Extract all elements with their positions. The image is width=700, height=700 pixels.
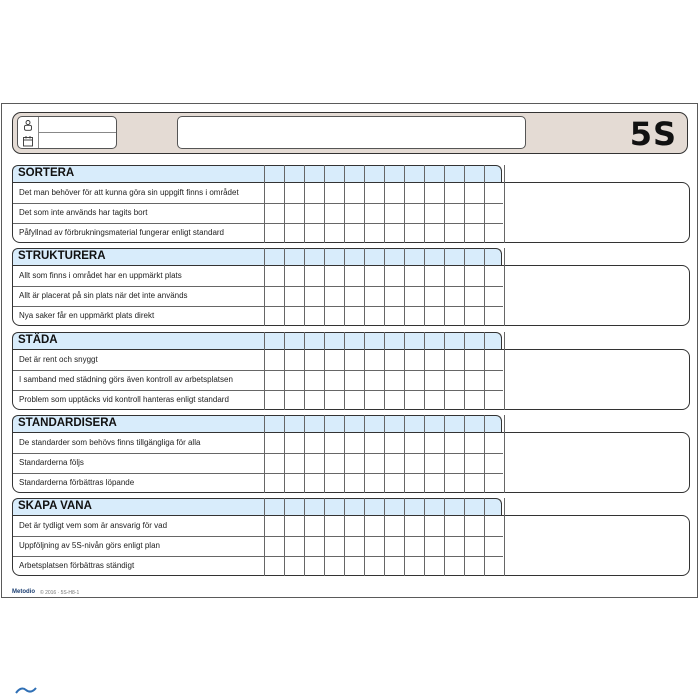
section-header [12, 332, 502, 349]
checklist-item: Standarderna följs [19, 458, 84, 467]
score-cell[interactable] [465, 536, 484, 555]
name-date-field[interactable] [17, 116, 117, 149]
score-cell[interactable] [265, 286, 284, 305]
score-cell[interactable] [305, 266, 324, 285]
score-cell[interactable] [485, 556, 504, 575]
score-cell[interactable] [305, 350, 324, 369]
score-cell[interactable] [445, 473, 464, 492]
board-header [12, 112, 688, 154]
section-title: STÄDA [18, 334, 58, 346]
score-cell[interactable] [265, 473, 284, 492]
score-cell[interactable] [285, 350, 304, 369]
section-header [12, 248, 502, 265]
score-cell[interactable] [365, 286, 384, 305]
score-cell[interactable] [285, 266, 304, 285]
score-cell[interactable] [365, 350, 384, 369]
checklist-item: Problem som upptäcks vid kontroll hanteras enligt standard [19, 395, 229, 404]
score-cell[interactable] [425, 453, 444, 472]
score-cell[interactable] [365, 183, 384, 202]
score-cell[interactable] [385, 306, 404, 325]
score-cell[interactable] [465, 473, 484, 492]
score-cell[interactable] [345, 516, 364, 535]
score-cell[interactable] [365, 516, 384, 535]
score-cell[interactable] [485, 453, 504, 472]
checklist-item: Allt är placerat på sin plats när det inte används [19, 291, 188, 300]
score-cell[interactable] [445, 286, 464, 305]
section-header [12, 498, 502, 515]
score-cell[interactable] [345, 433, 364, 452]
page-title: 5S [629, 115, 677, 153]
score-cell[interactable] [365, 390, 384, 409]
score-cell[interactable] [385, 223, 404, 242]
score-cell[interactable] [405, 433, 424, 452]
score-cell[interactable] [345, 306, 364, 325]
area-title-field[interactable] [177, 116, 526, 149]
score-cell[interactable] [265, 183, 284, 202]
score-cell[interactable] [345, 390, 364, 409]
score-cell[interactable] [445, 266, 464, 285]
score-cell[interactable] [265, 453, 284, 472]
grid-column-line [504, 415, 505, 493]
score-cell[interactable] [425, 536, 444, 555]
score-cell[interactable] [385, 453, 404, 472]
score-cell[interactable] [405, 536, 424, 555]
score-cell[interactable] [425, 473, 444, 492]
score-cell[interactable] [445, 183, 464, 202]
score-cell[interactable] [465, 390, 484, 409]
score-cell[interactable] [405, 516, 424, 535]
score-cell[interactable] [365, 223, 384, 242]
score-cell[interactable] [285, 390, 304, 409]
calendar-icon [22, 135, 34, 147]
person-icon [22, 119, 34, 131]
score-cell[interactable] [305, 306, 324, 325]
score-cell[interactable] [385, 516, 404, 535]
score-cell[interactable] [425, 350, 444, 369]
score-cell[interactable] [485, 536, 504, 555]
score-cell[interactable] [325, 286, 344, 305]
score-cell[interactable] [425, 266, 444, 285]
score-cell[interactable] [305, 370, 324, 389]
copyright-text: © 2016 · 5S-H8-1 [40, 590, 80, 596]
score-cell[interactable] [305, 556, 324, 575]
section-header [12, 165, 502, 182]
score-cell[interactable] [305, 516, 324, 535]
score-cell[interactable] [365, 370, 384, 389]
score-cell[interactable] [305, 203, 324, 222]
score-cell[interactable] [405, 556, 424, 575]
score-cell[interactable] [465, 453, 484, 472]
5s-audit-board [1, 103, 698, 598]
score-cell[interactable] [425, 306, 444, 325]
score-cell[interactable] [385, 286, 404, 305]
score-cell[interactable] [405, 350, 424, 369]
score-cell[interactable] [345, 556, 364, 575]
checklist-item: Påfyllnad av förbrukningsmaterial fungerar enligt standard [19, 228, 225, 237]
score-cell[interactable] [325, 266, 344, 285]
score-cell[interactable] [405, 453, 424, 472]
score-cell[interactable] [485, 306, 504, 325]
checklist-item: I samband med städning görs även kontroll av arbetsplatsen [19, 375, 233, 384]
score-cell[interactable] [265, 203, 284, 222]
score-cell[interactable] [285, 370, 304, 389]
score-cell[interactable] [325, 453, 344, 472]
score-cell[interactable] [485, 390, 504, 409]
score-cell[interactable] [425, 556, 444, 575]
score-cell[interactable] [365, 266, 384, 285]
score-cell[interactable] [345, 203, 364, 222]
score-cell[interactable] [345, 223, 364, 242]
score-cell[interactable] [485, 183, 504, 202]
score-cell[interactable] [345, 453, 364, 472]
score-cell[interactable] [325, 223, 344, 242]
score-cell[interactable] [325, 370, 344, 389]
score-cell[interactable] [305, 390, 324, 409]
checklist-item: Arbetsplatsen förbättras ständigt [19, 561, 135, 570]
score-cell[interactable] [365, 433, 384, 452]
divider [38, 132, 116, 133]
score-cell[interactable] [325, 203, 344, 222]
score-cell[interactable] [265, 266, 284, 285]
score-cell[interactable] [485, 266, 504, 285]
score-cell[interactable] [345, 183, 364, 202]
checklist-item: Det som inte används har tagits bort [19, 208, 148, 217]
score-cell[interactable] [385, 183, 404, 202]
score-cell[interactable] [445, 536, 464, 555]
section-title: SKAPA VANA [18, 500, 92, 512]
score-cell[interactable] [405, 223, 424, 242]
score-cell[interactable] [345, 473, 364, 492]
score-cell[interactable] [305, 433, 324, 452]
score-cell[interactable] [325, 433, 344, 452]
score-cell[interactable] [285, 183, 304, 202]
score-cell[interactable] [325, 350, 344, 369]
section-title: STRUKTURERA [18, 250, 106, 262]
section-title: STANDARDISERA [18, 417, 117, 429]
score-cell[interactable] [405, 370, 424, 389]
score-cell[interactable] [445, 223, 464, 242]
score-cell[interactable] [265, 390, 284, 409]
score-cell[interactable] [405, 473, 424, 492]
score-cell[interactable] [445, 516, 464, 535]
score-cell[interactable] [285, 536, 304, 555]
score-cell[interactable] [465, 516, 484, 535]
score-cell[interactable] [265, 306, 284, 325]
score-cell[interactable] [305, 453, 324, 472]
score-cell[interactable] [425, 183, 444, 202]
score-cell[interactable] [265, 350, 284, 369]
score-cell[interactable] [325, 516, 344, 535]
score-cell[interactable] [465, 306, 484, 325]
score-cell[interactable] [305, 223, 324, 242]
score-cell[interactable] [285, 433, 304, 452]
score-cell[interactable] [425, 370, 444, 389]
score-cell[interactable] [345, 536, 364, 555]
score-cell[interactable] [425, 390, 444, 409]
checklist-item: Det man behöver för att kunna göra sin uppgift finns i området [19, 188, 239, 197]
score-cell[interactable] [385, 370, 404, 389]
section-title: SORTERA [18, 167, 75, 179]
score-cell[interactable] [325, 556, 344, 575]
score-cell[interactable] [485, 350, 504, 369]
score-cell[interactable] [465, 350, 484, 369]
score-cell[interactable] [465, 223, 484, 242]
score-cell[interactable] [385, 390, 404, 409]
score-cell[interactable] [485, 223, 504, 242]
score-cell[interactable] [345, 286, 364, 305]
score-cell[interactable] [445, 350, 464, 369]
checklist-item: Allt som finns i området har en uppmärkt plats [19, 271, 182, 280]
score-cell[interactable] [445, 433, 464, 452]
score-cell[interactable] [365, 453, 384, 472]
score-cell[interactable] [445, 370, 464, 389]
score-cell[interactable] [325, 536, 344, 555]
score-cell[interactable] [465, 433, 484, 452]
score-cell[interactable] [465, 556, 484, 575]
score-cell[interactable] [265, 223, 284, 242]
checklist-item: Standarderna förbättras löpande [19, 478, 135, 487]
score-cell[interactable] [285, 306, 304, 325]
score-cell[interactable] [325, 390, 344, 409]
score-cell[interactable] [305, 183, 324, 202]
score-cell[interactable] [285, 473, 304, 492]
score-cell[interactable] [325, 473, 344, 492]
checklist-item: Det är tydligt vem som är ansvarig för vad [19, 521, 168, 530]
score-cell[interactable] [365, 556, 384, 575]
score-cell[interactable] [405, 390, 424, 409]
score-cell[interactable] [385, 203, 404, 222]
score-cell[interactable] [405, 286, 424, 305]
score-cell[interactable] [285, 203, 304, 222]
score-cell[interactable] [305, 286, 324, 305]
score-cell[interactable] [445, 556, 464, 575]
score-cell[interactable] [345, 370, 364, 389]
score-cell[interactable] [485, 516, 504, 535]
score-cell[interactable] [485, 433, 504, 452]
score-cell[interactable] [425, 516, 444, 535]
score-cell[interactable] [445, 453, 464, 472]
checklist-item: Det är rent och snyggt [19, 355, 98, 364]
grid-column-line [504, 498, 505, 576]
score-cell[interactable] [265, 370, 284, 389]
score-cell[interactable] [405, 183, 424, 202]
score-cell[interactable] [265, 536, 284, 555]
score-cell[interactable] [285, 223, 304, 242]
score-cell[interactable] [285, 516, 304, 535]
score-cell[interactable] [405, 306, 424, 325]
score-cell[interactable] [365, 203, 384, 222]
score-cell[interactable] [445, 390, 464, 409]
metodio-logo-icon [15, 686, 37, 694]
score-cell[interactable] [445, 306, 464, 325]
score-cell[interactable] [285, 286, 304, 305]
score-cell[interactable] [465, 203, 484, 222]
score-cell[interactable] [485, 286, 504, 305]
score-cell[interactable] [425, 433, 444, 452]
score-cell[interactable] [365, 473, 384, 492]
score-cell[interactable] [405, 203, 424, 222]
score-cell[interactable] [305, 536, 324, 555]
checklist-item: De standarder som behövs finns tillgängliga för alla [19, 438, 201, 447]
score-cell[interactable] [485, 203, 504, 222]
grid-column-line [504, 248, 505, 326]
score-cell[interactable] [365, 536, 384, 555]
score-cell[interactable] [465, 370, 484, 389]
checklist-item: Nya saker får en uppmärkt plats direkt [19, 311, 155, 320]
score-cell[interactable] [285, 556, 304, 575]
score-cell[interactable] [425, 286, 444, 305]
grid-column-line [504, 332, 505, 410]
score-cell[interactable] [385, 556, 404, 575]
score-cell[interactable] [485, 473, 504, 492]
checklist-item: Uppföljning av 5S-nivån görs enligt plan [19, 541, 160, 550]
score-cell[interactable] [305, 473, 324, 492]
score-cell[interactable] [425, 203, 444, 222]
score-cell[interactable] [385, 350, 404, 369]
section-header [12, 415, 502, 432]
score-cell[interactable] [285, 453, 304, 472]
brand-name: Metodio [12, 589, 35, 595]
score-cell[interactable] [425, 223, 444, 242]
score-cell[interactable] [265, 556, 284, 575]
score-cell[interactable] [265, 433, 284, 452]
score-cell[interactable] [465, 286, 484, 305]
score-cell[interactable] [465, 183, 484, 202]
score-cell[interactable] [465, 266, 484, 285]
score-cell[interactable] [385, 433, 404, 452]
grid-column-line [504, 165, 505, 243]
score-cell[interactable] [265, 516, 284, 535]
score-cell[interactable] [345, 266, 364, 285]
score-cell[interactable] [345, 350, 364, 369]
score-cell[interactable] [445, 203, 464, 222]
score-cell[interactable] [405, 266, 424, 285]
score-cell[interactable] [385, 266, 404, 285]
score-cell[interactable] [325, 306, 344, 325]
score-cell[interactable] [485, 370, 504, 389]
score-cell[interactable] [325, 183, 344, 202]
score-cell[interactable] [365, 306, 384, 325]
score-cell[interactable] [385, 536, 404, 555]
score-cell[interactable] [385, 473, 404, 492]
